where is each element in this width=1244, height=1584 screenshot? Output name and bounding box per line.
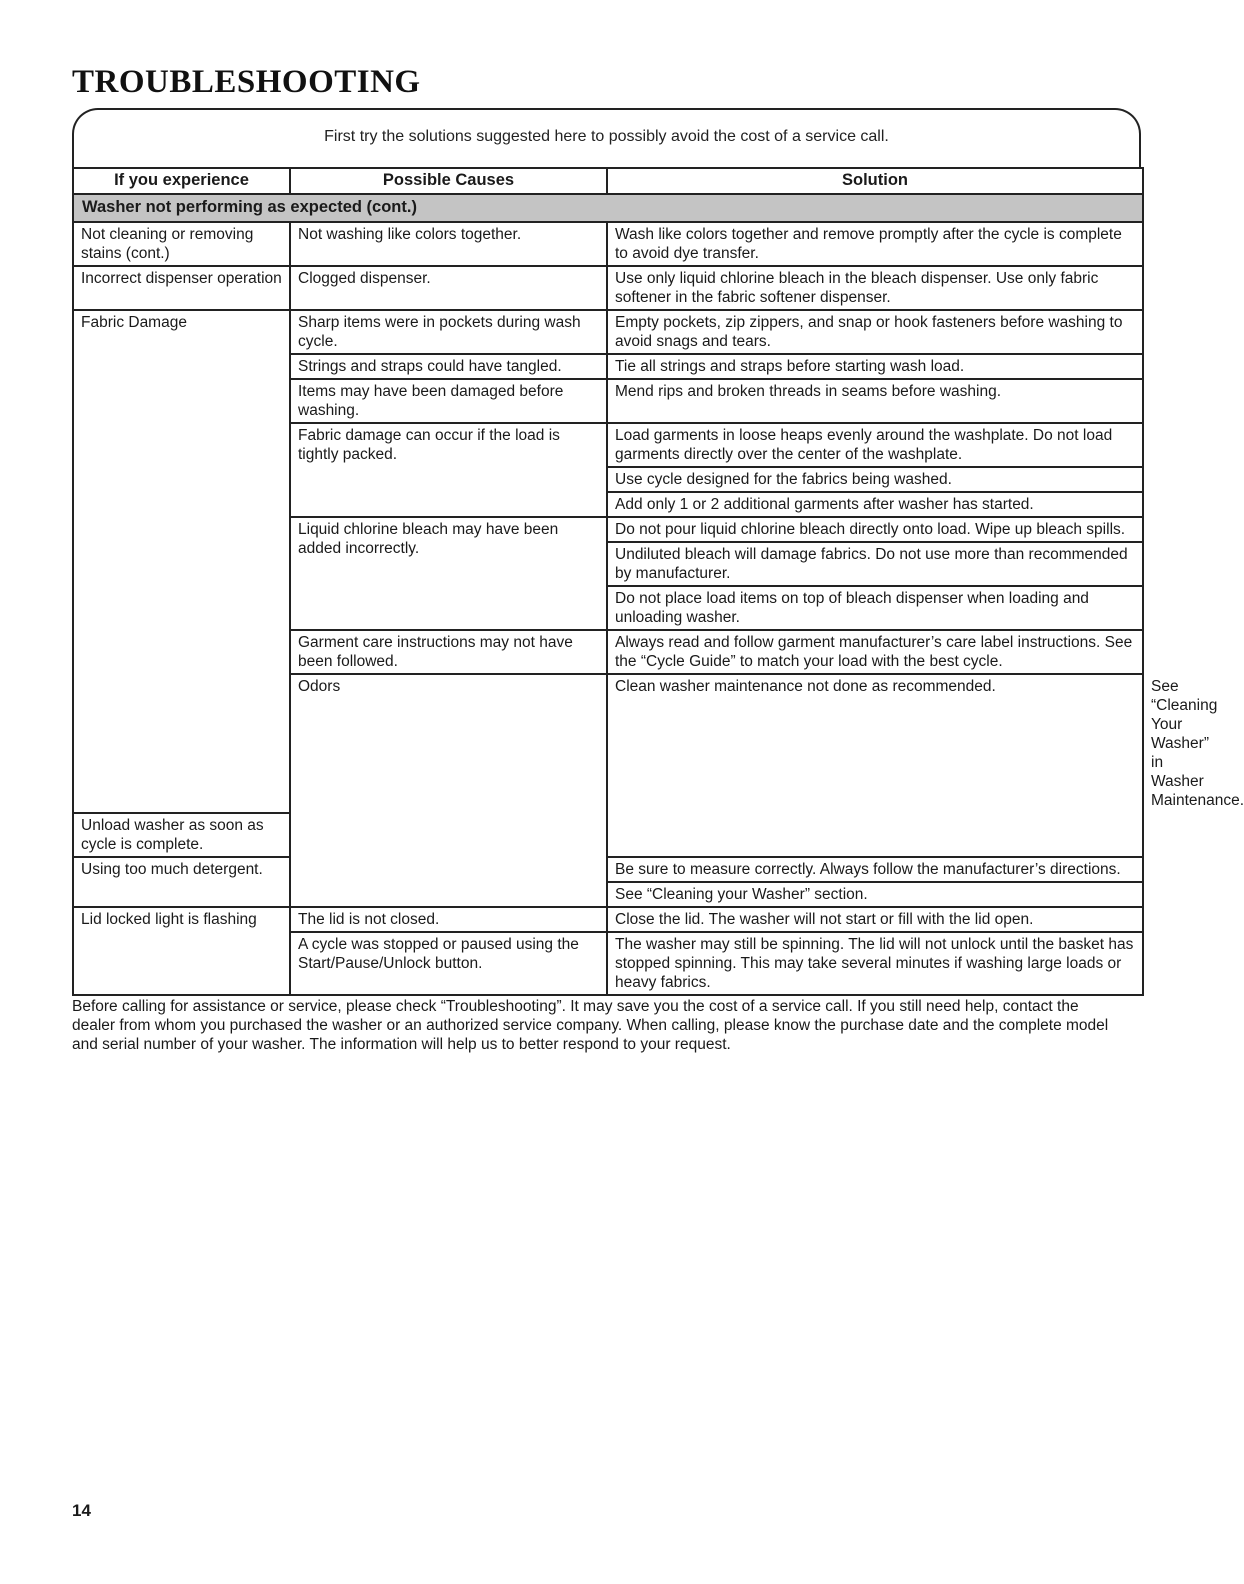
header-experience: If you experience (73, 168, 290, 194)
cause-cell: Using too much detergent. (73, 857, 290, 907)
cause-cell: Clogged dispenser. (290, 266, 607, 310)
cause-cell: Liquid chlorine bleach may have been added incorrectly. (290, 517, 607, 630)
solution-cell: Mend rips and broken threads in seams before washing. (607, 379, 1143, 423)
solution-cell: Load garments in loose heaps evenly around the washplate. Do not load garments directly over the center of the washplate. (607, 423, 1143, 467)
table-row (73, 907, 1143, 932)
problem-cell: Fabric Damage (73, 310, 290, 813)
table-row (73, 266, 1143, 310)
table-header-row (73, 168, 1143, 194)
solution-cell: Always read and follow garment manufacturer’s care label instructions. See the “Cycle Guide” to match your load with the best cycle. (607, 630, 1143, 674)
solution-cell: Close the lid. The washer will not start or fill with the lid open. (607, 907, 1143, 932)
header-causes: Possible Causes (290, 168, 607, 194)
cause-cell: The lid is not closed. (290, 907, 607, 932)
page-title: TROUBLESHOOTING (72, 64, 421, 100)
solution-cell: Tie all strings and straps before starting wash load. (607, 354, 1143, 379)
solution-cell: Use only liquid chlorine bleach in the bleach dispenser. Use only fabric softener in the fabric softener dispenser. (607, 266, 1143, 310)
cause-cell: Sharp items were in pockets during wash cycle. (290, 310, 607, 354)
solution-cell: Add only 1 or 2 additional garments after washer has started. (607, 492, 1143, 517)
table-row: Odors Clean washer maintenance not done as recommended. See “Cleaning Your Washer” in Washer Maintenance. (73, 674, 1143, 813)
cause-cell: A cycle was stopped or paused using the Start/Pause/Unlock button. (290, 932, 607, 995)
section-title: Washer not performing as expected (cont.) (73, 194, 1143, 222)
solution-cell: Do not pour liquid chlorine bleach directly onto load. Wipe up bleach spills. (607, 517, 1143, 542)
page-number: 14 (72, 1501, 91, 1520)
intro-text: First try the solutions suggested here to possibly avoid the cost of a service call. (324, 128, 889, 145)
table-row (73, 857, 1143, 882)
problem-cell: Incorrect dispenser operation (73, 266, 290, 310)
solution-cell: The washer may still be spinning. The lid will not unlock until the basket has stopped spinning. This may take several minutes if washing large loads or heavy fabrics. (607, 932, 1143, 995)
cause-cell: Items may have been damaged before washing. (290, 379, 607, 423)
problem-cell: Not cleaning or removing stains (cont.) (73, 222, 290, 266)
problem-cell: Lid locked light is flashing (73, 907, 290, 995)
cause-cell: Fabric damage can occur if the load is tightly packed. (290, 423, 607, 517)
solution-cell: Empty pockets, zip zippers, and snap or hook fasteners before washing to avoid snags and tears. (607, 310, 1143, 354)
cause-cell: Garment care instructions may not have been followed. (290, 630, 607, 674)
cause-cell: Not washing like colors together. (290, 222, 607, 266)
solution-cell: See “Cleaning your Washer” section. (607, 882, 1143, 907)
footer-note: Before calling for assistance or service, please check “Troubleshooting”. It may save you the cost of a service call. If you still need help, contact the dealer from whom you purchased the washer or an authorized service company. When calling, please know the purchase date and the complete model and serial number of your washer. The information will help us to better respond to your request. (72, 998, 1109, 1053)
cause-cell: Clean washer maintenance not done as recommended. (607, 674, 1143, 857)
header-solution: Solution (607, 168, 1143, 194)
solution-cell: Unload washer as soon as cycle is complete. (73, 813, 290, 857)
solution-cell: Do not place load items on top of bleach dispenser when loading and unloading washer. (607, 586, 1143, 630)
solution-cell: Be sure to measure correctly. Always follow the manufacturer’s directions. (607, 857, 1143, 882)
cause-cell: Strings and straps could have tangled. (290, 354, 607, 379)
table-row (73, 222, 1143, 266)
solution-cell: Wash like colors together and remove promptly after the cycle is complete to avoid dye transfer. (607, 222, 1143, 266)
solution-cell: Use cycle designed for the fabrics being washed. (607, 467, 1143, 492)
solution-cell: Undiluted bleach will damage fabrics. Do not use more than recommended by manufacturer. (607, 542, 1143, 586)
troubleshooting-table (72, 167, 1244, 996)
problem-cell: Odors (290, 674, 607, 907)
table-row (73, 310, 1143, 354)
section-row (73, 194, 1143, 222)
